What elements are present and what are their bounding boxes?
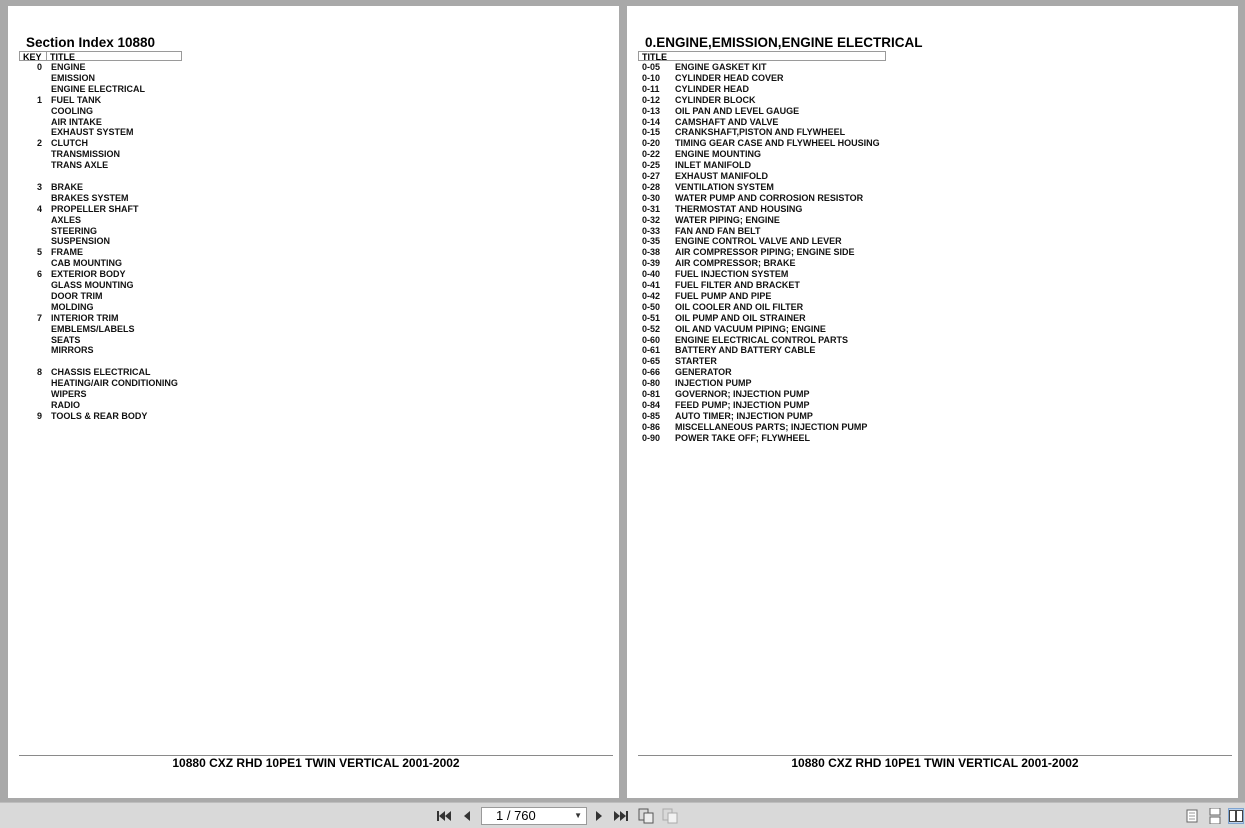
item-title: ENGINE ELECTRICAL xyxy=(51,83,146,94)
item-key: 0-84 xyxy=(642,399,661,410)
item-title: CHASSIS ELECTRICAL xyxy=(51,367,151,378)
item-title: FEED PUMP; INJECTION PUMP xyxy=(675,399,810,410)
key-column-header: KEY xyxy=(23,52,42,62)
document-page-right xyxy=(627,6,1238,798)
item-title: EXHAUST MANIFOLD xyxy=(675,171,768,181)
item-title: DOOR TRIM xyxy=(51,290,103,301)
item-title: ENGINE CONTROL VALVE AND LEVER xyxy=(675,236,842,247)
single-page-icon[interactable] xyxy=(1184,808,1200,824)
title-column-header: TITLE xyxy=(642,52,667,62)
item-key: 0-66 xyxy=(642,367,661,378)
item-title: CYLINDER BLOCK xyxy=(675,94,756,105)
item-title: AUTO TIMER; INJECTION PUMP xyxy=(675,410,813,421)
item-title: OIL AND VACUUM PIPING; ENGINE xyxy=(675,323,826,334)
item-key: 0-14 xyxy=(642,116,661,127)
item-title: ENGINE MOUNTING xyxy=(675,149,762,160)
item-title: CYLINDER HEAD COVER xyxy=(675,72,784,83)
item-title: EXTERIOR BODY xyxy=(51,269,126,280)
item-key: 0-31 xyxy=(642,203,661,214)
item-title: GOVERNOR; INJECTION PUMP xyxy=(675,389,810,399)
first-page-icon[interactable] xyxy=(436,808,452,824)
item-key: 0-39 xyxy=(642,258,661,269)
item-title: SEATS xyxy=(51,334,81,345)
item-title: FRAME xyxy=(51,247,83,258)
item-key: 0-33 xyxy=(642,225,661,236)
item-key: 0-61 xyxy=(642,345,661,356)
item-key: 0-65 xyxy=(642,356,661,367)
item-key: 4 xyxy=(36,203,42,214)
item-title: FUEL INJECTION SYSTEM xyxy=(675,269,789,280)
item-key: 6 xyxy=(36,269,42,280)
item-title: FUEL PUMP AND PIPE xyxy=(675,290,772,301)
item-key: 0-12 xyxy=(642,94,661,105)
item-title: TOOLS & REAR BODY xyxy=(51,410,148,421)
item-key: 0-90 xyxy=(642,432,661,443)
item-title: COOLING xyxy=(51,105,93,116)
item-key: 0-13 xyxy=(642,105,661,116)
item-title: SUSPENSION xyxy=(51,236,111,247)
item-key: 0-30 xyxy=(642,192,661,203)
rotate-icon[interactable] xyxy=(638,808,654,824)
item-title: AIR COMPRESSOR; BRAKE xyxy=(675,258,796,269)
item-key: 8 xyxy=(36,367,42,378)
footer-title: 10880 CXZ RHD 10PE1 TWIN VERTICAL 2001-2002 xyxy=(791,756,1079,770)
item-title: ENGINE ELECTRICAL CONTROL PARTS xyxy=(675,334,849,345)
document-page-left xyxy=(8,6,619,798)
item-title: CAB MOUNTING xyxy=(51,258,122,269)
item-key: 0-51 xyxy=(642,312,661,323)
item-title: THERMOSTAT AND HOUSING xyxy=(675,203,803,214)
item-key: 0-38 xyxy=(642,247,661,258)
item-title: EMISSION xyxy=(51,72,96,83)
section-index-title: Section Index 10880 xyxy=(26,35,156,50)
item-title: STEERING xyxy=(51,225,98,236)
item-title: FAN AND FAN BELT xyxy=(675,225,761,236)
item-title: INLET MANIFOLD xyxy=(675,160,751,171)
item-title: POWER TAKE OFF; FLYWHEEL xyxy=(675,432,810,443)
item-key: 0-22 xyxy=(642,149,661,160)
item-key: 0-40 xyxy=(642,269,661,280)
item-key: 1 xyxy=(36,94,42,105)
item-title: PROPELLER SHAFT xyxy=(51,203,139,214)
continuous-page-icon[interactable] xyxy=(1207,808,1223,824)
item-title: TRANSMISSION xyxy=(51,149,121,160)
item-title: VENTILATION SYSTEM xyxy=(675,181,774,192)
next-page-icon[interactable] xyxy=(591,808,607,824)
page-indicator: 1 / 760 xyxy=(496,808,536,823)
item-title: WATER PUMP AND CORROSION RESISTOR xyxy=(675,192,864,203)
item-title: AIR COMPRESSOR PIPING; ENGINE SIDE xyxy=(675,247,855,258)
item-key: 0-85 xyxy=(642,410,661,421)
item-title: WATER PIPING; ENGINE xyxy=(675,214,780,225)
item-title: INJECTION PUMP xyxy=(675,378,752,389)
item-title: FUEL TANK xyxy=(51,94,102,105)
item-title: EXHAUST SYSTEM xyxy=(51,127,134,138)
item-title: EMBLEMS/LABELS xyxy=(51,323,135,334)
table-header-box xyxy=(638,51,886,61)
item-title: OIL PUMP AND OIL STRAINER xyxy=(675,312,806,323)
footer-title: 10880 CXZ RHD 10PE1 TWIN VERTICAL 2001-2002 xyxy=(172,756,460,770)
title-column-header: TITLE xyxy=(50,52,75,62)
item-key: 0-20 xyxy=(642,138,661,149)
item-title: MIRRORS xyxy=(51,345,94,356)
item-title: MISCELLANEOUS PARTS; INJECTION PUMP xyxy=(675,421,868,432)
item-title: CLUTCH xyxy=(51,138,88,149)
item-title: AIR INTAKE xyxy=(51,116,102,127)
item-key: 2 xyxy=(36,138,42,149)
item-key: 0-80 xyxy=(642,378,661,389)
item-title: RADIO xyxy=(51,399,80,410)
item-key: 0-86 xyxy=(642,421,661,432)
item-key: 5 xyxy=(36,247,42,258)
last-page-icon[interactable] xyxy=(613,808,629,824)
chevron-down-icon: ▼ xyxy=(574,811,582,820)
item-title: FUEL FILTER AND BRACKET xyxy=(675,280,800,290)
item-key: 0-05 xyxy=(642,62,661,72)
item-key: 0-10 xyxy=(642,72,661,83)
item-key: 0 xyxy=(36,62,42,72)
item-key: 0-11 xyxy=(642,83,660,94)
prev-page-icon[interactable] xyxy=(459,808,475,824)
item-title: TRANS AXLE xyxy=(51,160,109,171)
item-key: 0-41 xyxy=(642,280,661,290)
item-title: OIL COOLER AND OIL FILTER xyxy=(675,301,804,312)
item-key: 7 xyxy=(36,312,42,323)
item-title: BRAKE xyxy=(51,181,84,192)
item-title: CRANKSHAFT,PISTON AND FLYWHEEL xyxy=(675,127,846,138)
item-title: ENGINE xyxy=(51,62,86,72)
item-key: 0-28 xyxy=(642,181,661,192)
item-title: HEATING/AIR CONDITIONING xyxy=(51,378,178,389)
item-title: INTERIOR TRIM xyxy=(51,312,119,323)
item-title: CYLINDER HEAD xyxy=(675,83,750,94)
item-title: GLASS MOUNTING xyxy=(51,280,134,290)
item-key: 0-60 xyxy=(642,334,661,345)
item-key: 0-15 xyxy=(642,127,661,138)
section-title: 0.ENGINE,EMISSION,ENGINE ELECTRICAL xyxy=(645,35,923,50)
item-title: BRAKES SYSTEM xyxy=(51,192,129,203)
item-key: 0-35 xyxy=(642,236,661,247)
item-title: GENERATOR xyxy=(675,367,732,378)
item-title: OIL PAN AND LEVEL GAUGE xyxy=(675,105,800,116)
item-title: ENGINE GASKET KIT xyxy=(675,62,767,72)
item-title: BATTERY AND BATTERY CABLE xyxy=(675,345,816,356)
fit-icon[interactable] xyxy=(662,808,678,824)
page-number-select[interactable] xyxy=(481,807,587,825)
item-key: 0-50 xyxy=(642,301,661,312)
item-key: 3 xyxy=(36,181,42,192)
item-key: 0-32 xyxy=(642,214,661,225)
item-key: 0-81 xyxy=(642,389,661,399)
viewer-toolbar xyxy=(0,802,1245,828)
item-title: WIPERS xyxy=(51,389,87,399)
item-title: AXLES xyxy=(51,214,82,225)
item-key: 0-42 xyxy=(642,290,661,301)
item-key: 9 xyxy=(36,410,42,421)
item-key: 0-52 xyxy=(642,323,661,334)
facing-pages-icon[interactable] xyxy=(1228,808,1244,824)
item-key: 0-25 xyxy=(642,160,661,171)
item-key: 0-27 xyxy=(642,171,661,181)
item-title: MOLDING xyxy=(51,301,94,312)
item-title: STARTER xyxy=(675,356,717,367)
item-title: TIMING GEAR CASE AND FLYWHEEL HOUSING xyxy=(675,138,880,149)
item-title: CAMSHAFT AND VALVE xyxy=(675,116,779,127)
